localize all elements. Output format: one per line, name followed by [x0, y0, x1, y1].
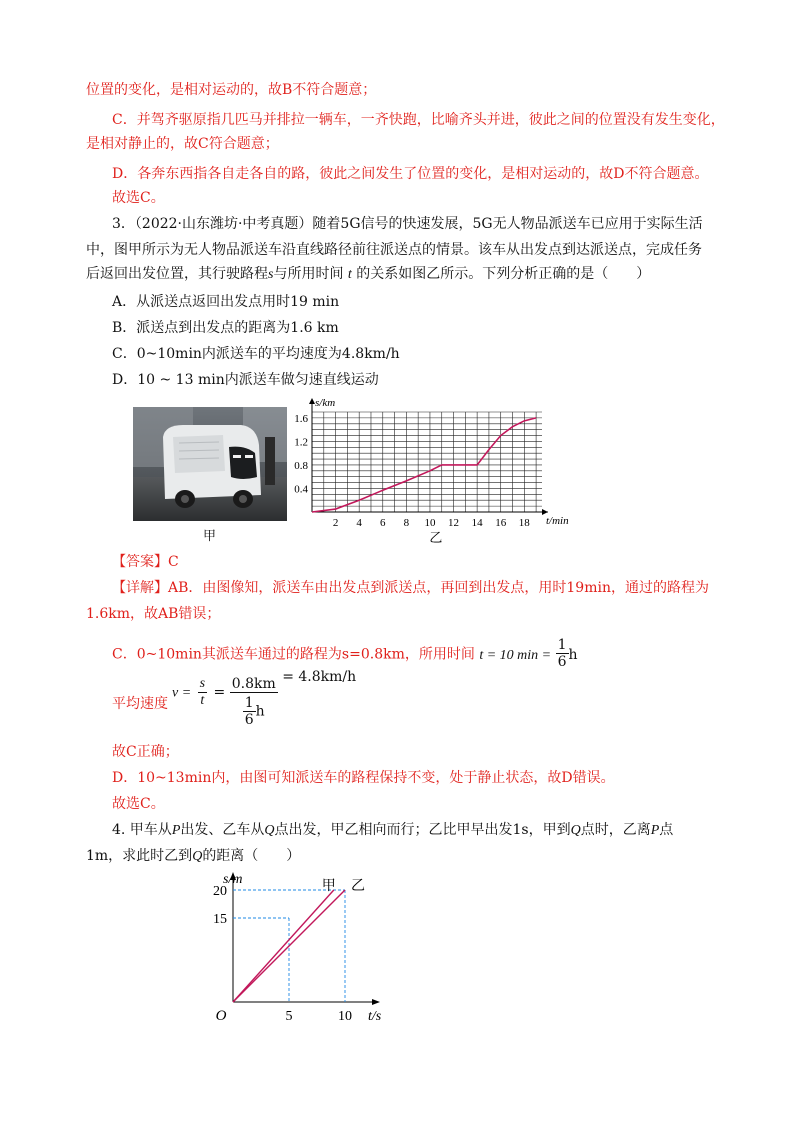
question-4-text: 1m，求此时乙到Q的距离（ ）: [86, 848, 301, 864]
average-speed-label: 平均速度: [112, 696, 168, 712]
y-tick-label: 1.2: [294, 436, 308, 449]
explanation-text: 1.6km，故AB错误；: [86, 606, 221, 622]
option-d: D．10 ~ 13 min内派送车做匀速直线运动: [112, 372, 379, 388]
chart-s-t-delivery: [290, 394, 580, 544]
question-3-text: 后返回出发位置，其行驶路程s与所用时间 t 的关系如图乙所示。下列分析正确的是（ ）: [86, 266, 651, 282]
y-tick-label: 0.4: [294, 483, 308, 496]
x-tick-label: 18: [518, 517, 530, 529]
x-tick-label: 5: [285, 1009, 293, 1024]
x-tick-label: 8: [403, 517, 410, 529]
caption-jia: 甲: [203, 529, 217, 544]
x-tick-label: 10: [424, 517, 436, 529]
question-4-text: 4. 甲车从P出发、乙车从Q点出发，甲乙相向而行；乙比甲早出发1s，甲到Q点时，乙离P点: [112, 822, 674, 838]
y-tick-label: 0.8: [294, 459, 308, 472]
series-label: 乙: [351, 879, 365, 894]
text-line: 是相对静止的，故C符合题意；: [86, 136, 279, 152]
x-axis-arrow: [372, 999, 380, 1005]
x-tick-label: 2: [332, 517, 339, 529]
x-axis-label: t/s: [368, 1009, 382, 1024]
x-tick-label: 12: [448, 517, 460, 529]
explanation-c-line: C．0~10min其派送车通过的路程为s=0.8km，所用时间 t = 10 min = $\frac{1}{6}$ h: [112, 637, 578, 670]
text-line: 位置的变化，是相对运动的，故B不符合题意；: [86, 82, 377, 98]
x-tick-label: 16: [495, 517, 507, 529]
question-3-text: 中，图甲所示为无人物品派送车沿直线路径前往派送点的情景。该车从出发点到达派送点，完成任务: [86, 242, 702, 258]
x-tick-label: 6: [380, 517, 386, 529]
y-tick-label: 20: [213, 884, 227, 899]
explanation-text: 【详解】AB．由图像知，派送车由出发点到派送点，再回到出发点，用时19min，通过的路程为: [112, 580, 709, 596]
option-c: C．0~10min内派送车的平均速度为4.8km/h: [112, 346, 400, 362]
text-line: D．各奔东西指各自走各自的路，彼此之间发生了位置的变化，是相对运动的，故D不符合题意。: [112, 166, 709, 182]
x-tick-label: 10: [338, 1009, 352, 1024]
option-b: B．派送点到出发点的距离为1.6 km: [112, 320, 339, 336]
answer-label: 【答案】C: [112, 554, 179, 570]
average-speed-formula: v = $\frac{s}{t}$ = 0.8km $\frac{1}{6}$ h = 4.8km/h: [172, 668, 357, 728]
option-a: A．从派送点返回出发点用时19 min: [112, 294, 340, 310]
text-line: 故选C。: [112, 190, 165, 206]
y-axis-label: s/km: [315, 397, 336, 409]
y-tick-label: 1.6: [294, 412, 308, 425]
series-label: 甲: [321, 879, 336, 894]
explanation-text: 故选C。: [112, 796, 165, 812]
series-line: [233, 890, 334, 1002]
explanation-text: D．10~13min内，由图可知派送车的路程保持不变，处于静止状态，故D错误。: [112, 770, 615, 786]
origin-label: O: [215, 1008, 227, 1024]
x-tick-label: 4: [356, 517, 362, 529]
chart-s-t-cars: [200, 868, 400, 1028]
question-3-text: 3．（2022·山东潍坊·中考真题）随着5G信号的快速发展，5G无人物品派送车已应用于实际生活: [112, 216, 703, 232]
caption-yi: 乙: [429, 530, 443, 544]
delivery-vehicle-photo: [133, 407, 287, 521]
y-axis-label: s/m: [223, 872, 243, 887]
x-tick-label: 14: [471, 517, 483, 529]
explanation-text: 故C正确；: [112, 744, 179, 760]
y-tick-label: 15: [213, 912, 227, 927]
text-line: C．并驾齐驱原指几匹马并排拉一辆车，一齐快跑，比喻齐头并进，彼此之间的位置没有发生变化，: [112, 112, 725, 128]
x-axis-label: t/min: [546, 515, 569, 527]
